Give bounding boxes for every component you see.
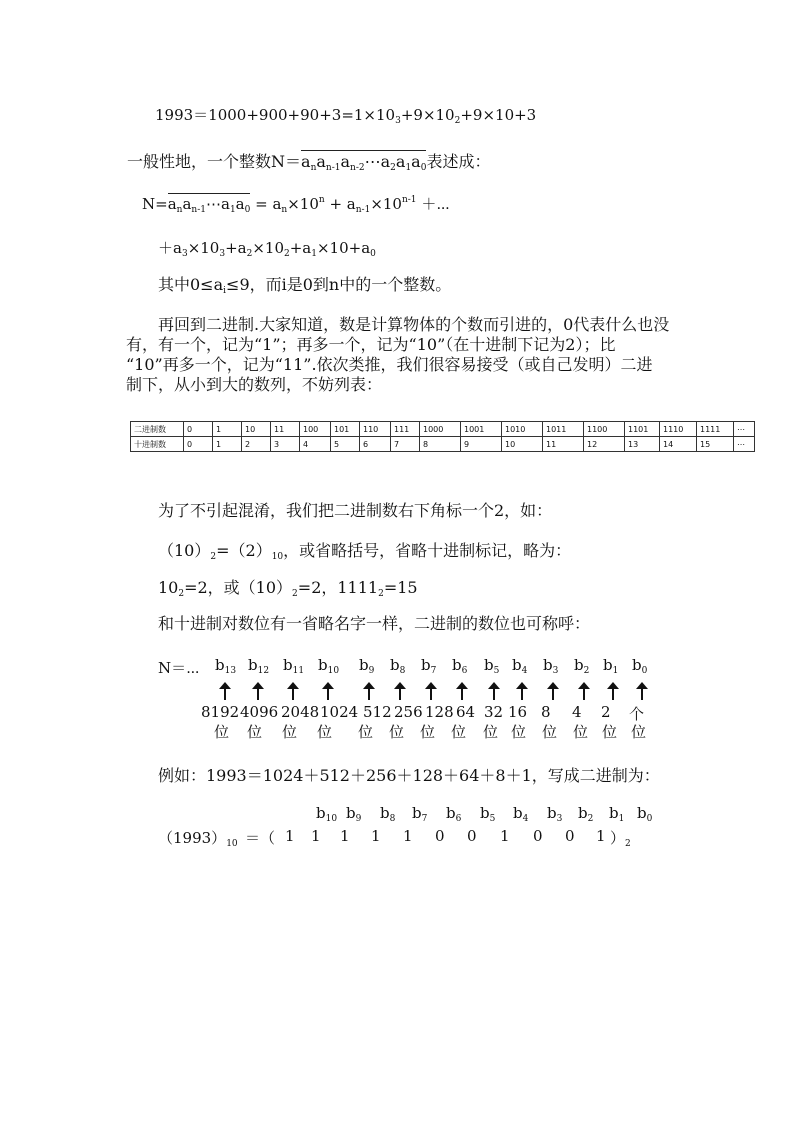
- binary-cell: 0: [184, 422, 213, 437]
- example-digit: 0: [565, 827, 575, 845]
- example-digit: 1: [596, 827, 606, 845]
- binary-cell: 1101: [625, 422, 660, 437]
- note-line-1: 为了不引起混淆，我们把二进制数右下角标一个2，如：: [158, 501, 553, 520]
- up-arrow-icon: [487, 682, 501, 700]
- up-arrow-icon: [546, 682, 560, 700]
- example-digit: 1: [371, 827, 381, 845]
- expansion-formula: $N=a_na_{n-1}\cdots a_1a_0 = a_n\times 10^n + a_{n-1}\times 10^{n-1}$ ＋⋯: [142, 195, 450, 215]
- formula-tail: ＋⋯: [421, 195, 450, 213]
- place-value-number: 2: [601, 703, 611, 721]
- up-arrow-icon: [577, 682, 591, 700]
- up-arrow-icon: [362, 682, 376, 700]
- place-value-number: 8192: [201, 703, 240, 721]
- up-arrow-icon: [218, 682, 232, 700]
- place-value-unit: 位: [483, 723, 499, 741]
- place-value-number: 4096: [240, 703, 279, 721]
- example-bit-label: $b_1$: [609, 804, 625, 824]
- example-digit: 1: [311, 827, 321, 845]
- digit-range: 其中$0\le a_i\le 9$，而i是0到n中的一个整数。: [158, 275, 452, 296]
- place-value-number: 256: [394, 703, 423, 721]
- up-arrow-icon: [393, 682, 407, 700]
- place-value-bit: $b_6$: [452, 656, 468, 676]
- equation-1993: $1993=1000+900+90+3=1\times 10_3+9\times 10_2+9\times 10+3$: [155, 106, 537, 126]
- example-digit: 0: [435, 827, 445, 845]
- decimal-row: [131, 437, 755, 452]
- binary-cell: 11: [271, 422, 300, 437]
- place-value-number: 4: [572, 703, 582, 721]
- formula-overlined: $a_na_{n-1}\cdots a_1a_0$: [167, 195, 251, 215]
- binary-row: [131, 422, 755, 437]
- binary-cell: ⋯: [734, 422, 755, 437]
- place-value-number: 32: [484, 703, 504, 721]
- example-bit-label: $b_{10}$: [316, 804, 338, 824]
- decimal-cell: 13: [625, 437, 660, 452]
- decimal-cell: 1: [213, 437, 242, 452]
- decimal-cell: 14: [660, 437, 697, 452]
- example-equals: ＝（: [245, 829, 276, 847]
- up-arrow-icon: [321, 682, 335, 700]
- decimal-cell: 9: [461, 437, 502, 452]
- binary-cell: 1011: [543, 422, 584, 437]
- paragraph-line-3: “10”再多一个，记为“11”.依次类推，我们很容易接受（或自己发明）二进: [126, 355, 653, 374]
- decimal-cell: 2: [242, 437, 271, 452]
- decimal-cell: 11: [543, 437, 584, 452]
- place-value-unit: 位: [420, 723, 436, 741]
- binary-cell: 110: [360, 422, 391, 437]
- place-value-unit: 位: [247, 723, 263, 741]
- place-value-number: 个: [629, 705, 645, 723]
- decimal-cell: 4: [300, 437, 331, 452]
- decimal-cell: 6: [360, 437, 391, 452]
- decimal-cell: 0: [184, 437, 213, 452]
- up-arrow-icon: [635, 682, 649, 700]
- example-digit: 1: [403, 827, 413, 845]
- place-value-unit: 位: [214, 723, 230, 741]
- place-value-bit: $b_2$: [574, 656, 590, 676]
- up-arrow-icon: [251, 682, 265, 700]
- binary-cell: 10: [242, 422, 271, 437]
- example-bit-label: $b_8$: [380, 804, 396, 824]
- example-lhs: $(1993)_{10}$: [158, 829, 238, 849]
- binary-row-label: 二进制数: [131, 422, 184, 437]
- place-value-unit: 位: [358, 723, 374, 741]
- example-bit-label: $b_3$: [547, 804, 563, 824]
- example-digit: 0: [467, 827, 477, 845]
- up-arrow-icon: [424, 682, 438, 700]
- general-form-prefix: 一般性地，一个整数N＝: [127, 152, 302, 171]
- place-value-number: 128: [425, 703, 454, 721]
- binary-cell: 1111: [697, 422, 734, 437]
- example-bit-label: $b_6$: [446, 804, 462, 824]
- example-digit: 1: [285, 827, 295, 845]
- decimal-cell: 3: [271, 437, 300, 452]
- decimal-cell: 5: [331, 437, 360, 452]
- overlined-number: $a_na_{n-1}a_{n-2}\cdots a_2a_1a_0$: [301, 152, 427, 173]
- place-value-number: 16: [508, 703, 528, 721]
- binary-cell: 101: [331, 422, 360, 437]
- binary-decimal-table: [130, 421, 755, 452]
- note-line-3: $10_2=2$，或$(10)_2=2$，$1111_2=15$: [158, 578, 418, 599]
- decimal-row-label: 十进制数: [131, 437, 184, 452]
- paragraph-line-1: 再回到二进制.大家知道，数是计算物体的个数而引进的，0代表什么也没: [158, 315, 670, 334]
- binary-cell: 1001: [461, 422, 502, 437]
- decimal-cell: ⋯: [734, 437, 755, 452]
- general-form-line: [127, 149, 490, 173]
- binary-cell: 111: [391, 422, 420, 437]
- place-value-unit: 位: [511, 723, 527, 741]
- place-value-number: 512: [363, 703, 392, 721]
- decimal-cell: 10: [502, 437, 543, 452]
- example-close: ）$_2$: [610, 829, 631, 849]
- place-value-bit: $b_3$: [543, 656, 559, 676]
- general-form-suffix: 表述成：: [426, 152, 491, 171]
- place-value-unit: 位: [389, 723, 405, 741]
- place-value-unit: 位: [573, 723, 589, 741]
- decimal-cell: 15: [697, 437, 734, 452]
- paragraph-line-4: 制下，从小到大的数列，不妨列表：: [126, 375, 383, 394]
- place-value-bit: $b_{13}$: [215, 656, 237, 676]
- place-value-number: 1024: [320, 703, 359, 721]
- note-line-2: $(10)_2=(2)_{10}$，或省略括号，省略十进制标记，略为：: [158, 541, 572, 562]
- binary-cell: 100: [300, 422, 331, 437]
- up-arrow-icon: [286, 682, 300, 700]
- place-value-bit: $b_5$: [484, 656, 500, 676]
- example-bit-label: $b_0$: [637, 804, 653, 824]
- decimal-cell: 12: [584, 437, 625, 452]
- place-value-unit: 位: [602, 723, 618, 741]
- place-value-bit: $b_9$: [359, 656, 375, 676]
- binary-cell: 1110: [660, 422, 697, 437]
- place-value-bit: $b_0$: [632, 656, 648, 676]
- example-digit: 1: [500, 827, 510, 845]
- example-bit-label: $b_4$: [513, 804, 529, 824]
- binary-cell: 1: [213, 422, 242, 437]
- place-value-unit: 位: [451, 723, 467, 741]
- example-line: 例如：1993＝1024＋512＋256＋128＋64＋8＋1，写成二进制为：: [158, 766, 660, 785]
- decimal-cell: 7: [391, 437, 420, 452]
- up-arrow-icon: [455, 682, 469, 700]
- place-value-bit: $b_{12}$: [248, 656, 270, 676]
- place-value-bit: $b_7$: [421, 656, 437, 676]
- example-bit-label: $b_5$: [480, 804, 496, 824]
- example-digit: 1: [340, 827, 350, 845]
- place-value-bit: $b_4$: [512, 656, 528, 676]
- example-bit-label: $b_9$: [346, 804, 362, 824]
- up-arrow-icon: [606, 682, 620, 700]
- place-value-bit: $b_{11}$: [283, 656, 305, 676]
- expansion-formula-line2: $+a_3\times 10_3+a_2\times 10_2+a_1\times 10+a_0$: [158, 239, 376, 259]
- example-bit-label: $b_2$: [578, 804, 594, 824]
- binary-cell: 1000: [420, 422, 461, 437]
- place-value-unit: 位: [317, 723, 333, 741]
- note-line-4: 和十进制对数位有一省略名字一样，二进制的数位也可称呼：: [158, 614, 591, 633]
- example-bit-label: $b_7$: [412, 804, 428, 824]
- place-value-unit: 位: [282, 723, 298, 741]
- place-value-number: 8: [541, 703, 551, 721]
- place-value-bit: $b_8$: [390, 656, 406, 676]
- binary-cell: 1100: [584, 422, 625, 437]
- decimal-cell: 8: [420, 437, 461, 452]
- paragraph-line-2: 有，有一个，记为“1”；再多一个，记为“10”（在十进制下记为2）；比: [126, 335, 616, 354]
- up-arrow-icon: [515, 682, 529, 700]
- place-value-bit: $b_{10}$: [318, 656, 340, 676]
- place-value-bit: $b_1$: [603, 656, 619, 676]
- example-digit: 0: [533, 827, 543, 845]
- place-value-number: 2048: [281, 703, 320, 721]
- binary-cell: 1010: [502, 422, 543, 437]
- place-value-prefix: N＝⋯: [158, 659, 200, 677]
- formula-lhs: N=: [142, 195, 168, 213]
- place-value-unit: 位: [542, 723, 558, 741]
- place-value-unit: 位: [631, 723, 647, 741]
- place-value-number: 64: [456, 703, 476, 721]
